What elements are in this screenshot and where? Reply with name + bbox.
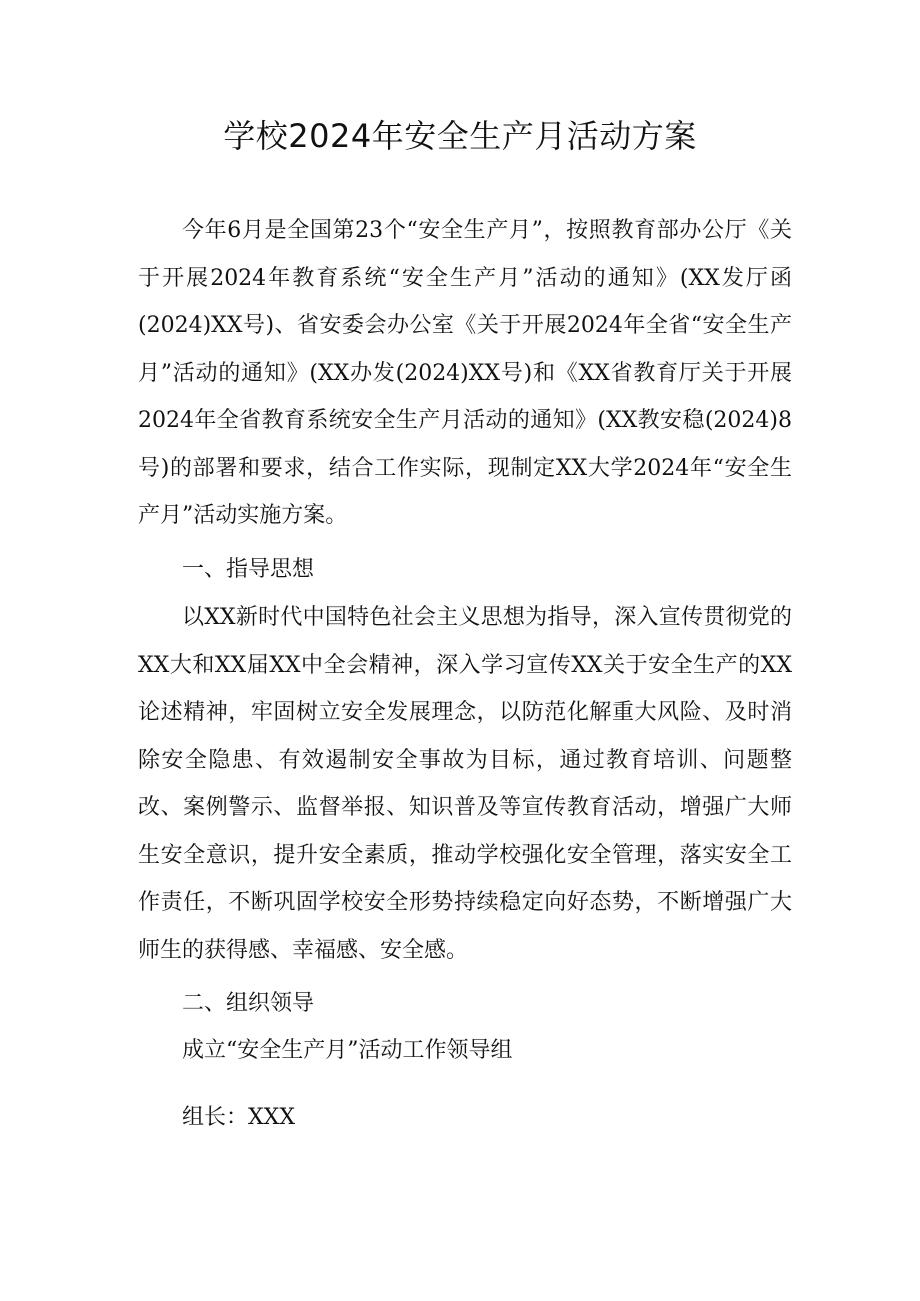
intro-paragraph: 今年6月是全国第23个“安全生产月”，按照教育部办公厅《关于开展2024年教育系统“安全生产月”活动的通知》(XX发厅函(2024)XX号)、省安委会办公室《关于开展2024年全省“安全生产月”活动的通知》(XX办发(2024)XX号)和《XX省教育厅关于开展2024年全省教育系统安全生产月活动的通知》(XX教安稳(2024)8号)的部署和要求，结合工作实际，现制定XX大学2024年“安全生产月”活动实施方案。 [138, 218, 792, 528]
section-heading-guiding-ideology: 一、指导思想 [182, 557, 315, 582]
section-heading-organization: 二、组织领导 [182, 991, 315, 1016]
document-title: 学校2024年安全生产月活动方案 [223, 117, 697, 155]
guiding-ideology-paragraph: 以XX新时代中国特色社会主义思想为指导，深入宣传贯彻党的XX大和XX届XX中全会精神，深入学习宣传XX关于安全生产的XX论述精神，牢固树立安全发展理念，以防范化解重大风险、及时消除安全隐患、有效遏制安全事故为目标，通过教育培训、问题整改、案例警示、监督举报、知识普及等宣传教育活动，增强广大师生安全意识，提升安全素质，推动学校强化安全管理，落实安全工作责任，不断巩固学校安全形势持续稳定向好态势，不断增强广大师生的获得感、幸福感、安全感。 [138, 605, 792, 963]
organization-paragraph: 成立“安全生产月”活动工作领导组 [182, 1038, 513, 1063]
group-leader-line: 组长：XXX [182, 1105, 295, 1130]
